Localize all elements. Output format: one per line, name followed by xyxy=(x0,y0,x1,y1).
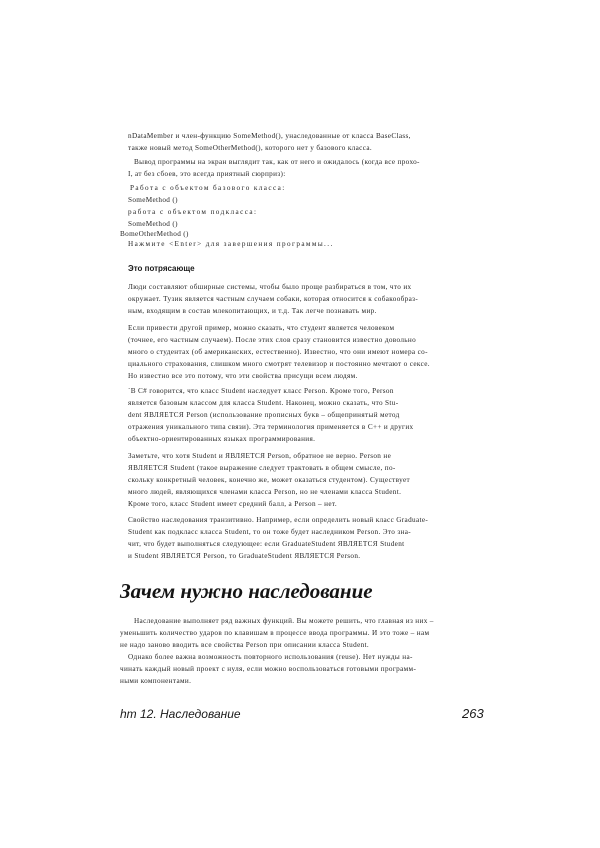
para1-line-1: Люди составляют обширные системы, чтобы было проще разбираться в том, что их xyxy=(128,283,412,291)
para5-line-1: Свойство наследования транзитивно. Например, если определить новый класс Graduate- xyxy=(128,516,429,524)
intro-line-3: Вывод программы на экран выглядит так, как от него и ожидалось (когда все прохо- xyxy=(134,158,420,166)
subheading: Это потрясающе xyxy=(128,264,195,273)
intro-line-1: nDataMember и член-функцию SomeMethod(), унаследованные от класса BaseClass, xyxy=(128,132,411,140)
code-line-1: Работа с объектом базового класса: xyxy=(130,184,286,192)
para3-line-2: является базовым классом для класса Student. Наконец, можно сказать, что Stu- xyxy=(128,399,399,407)
para5-line-4: и Student ЯВЛЯЕТСЯ Person, то GraduateStudent ЯВЛЯЕТСЯ Person. xyxy=(128,552,361,560)
code-line-4: SomeMethod () xyxy=(128,220,178,228)
para6-line-1: Наследование выполняет ряд важных функций. Вы можете решить, что главная из них – xyxy=(134,617,434,625)
para3-line-1: `В C# говорится, что класс Student наследует класс Person. Кроме того, Person xyxy=(128,387,394,395)
para1-line-2: окружает. Тузик является частным случаем собаки, которая относится к собакообраз- xyxy=(128,295,419,303)
code-line-6: Нажмите <Enter> для завершения программы... xyxy=(128,240,334,248)
para2-line-2: (точнее, его частным случаем). После этих слов сразу становится известно довольно xyxy=(128,336,417,344)
para7-line-2: чинать каждый новый проект с нуля, если можно воспользоваться готовыми программ- xyxy=(120,665,417,673)
footer-page-number: 263 xyxy=(462,706,484,721)
para4-line-3: скольку конкретный человек, конечно же, может оказаться студентом). Существует xyxy=(128,476,410,484)
para4-line-4: много людей, являющихся членами класса Person, но не членами класса Student. xyxy=(128,488,402,496)
section-heading: Зачем нужно наследование xyxy=(120,579,373,603)
para2-line-4: циального страхования, слишком много смотрят телевизор и постоянно мечтают о сексе. xyxy=(128,360,430,368)
para2-line-3: много о студентах (об американских, естественно). Известно, что они имеют номера со- xyxy=(128,348,428,356)
para3-line-5: объектно-ориентированных языках программирования. xyxy=(128,435,316,443)
intro-line-4: I, ат без сбоев, это всегда приятный сюрприз): xyxy=(128,170,286,178)
code-line-2: SomeMethod () xyxy=(128,196,178,204)
para5-line-2: Student как подкласс класса Student, то он тоже будет наследником Person. Это зна- xyxy=(128,528,412,536)
para3-line-4: отражения уникального типа связи). Эта терминология применяется в C++ и других xyxy=(128,423,414,431)
para7-line-3: ными компонентами. xyxy=(120,677,192,685)
para6-line-3: не надо заново вводить все свойства Person при описании класса Student. xyxy=(120,641,370,649)
code-line-3: работа с объектом подкласса: xyxy=(128,208,258,216)
para5-line-3: чит, что будет выполняться следующее: если GraduateStudent ЯВЛЯЕТСЯ Student xyxy=(128,540,405,548)
para4-line-2: ЯВЛЯЕТСЯ Student (такое выражение следует трактовать в общем смысле, по- xyxy=(128,464,396,472)
para3-line-3: dent ЯВЛЯЕТСЯ Person (использование прописных букв – общепринятый метод xyxy=(128,411,400,419)
para2-line-1: Если привести другой пример, можно сказать, что студент является человеком xyxy=(128,324,395,332)
para4-line-1: Заметьте, что хотя Student и ЯВЛЯЕТСЯ Person, обратное не верно. Person не xyxy=(128,452,392,460)
intro-line-2: также новый метод SomeOtherMethod(), которого нет у базового класса. xyxy=(128,144,373,152)
para2-line-5: Но известно все это потому, что эти свойства присущи всем людям. xyxy=(128,372,358,380)
para4-line-5: Кроме того, класс Student имеет средний балл, а Person – нет. xyxy=(128,500,337,508)
para7-line-1: Однако более важна возможность повторного использования (reuse). Нет нужды на- xyxy=(128,653,413,661)
code-line-5: BomeOtherMethod () xyxy=(120,230,189,238)
para1-line-3: ным, входящим в состав млекопитающих, и т.д. Так легче познавать мир. xyxy=(128,307,377,315)
para6-line-2: уменьшить количество ударов по клавишам в процессе ввода программы. И это тоже – нам xyxy=(120,629,430,637)
footer-chapter-title: hm 12. Наследование xyxy=(120,707,241,721)
